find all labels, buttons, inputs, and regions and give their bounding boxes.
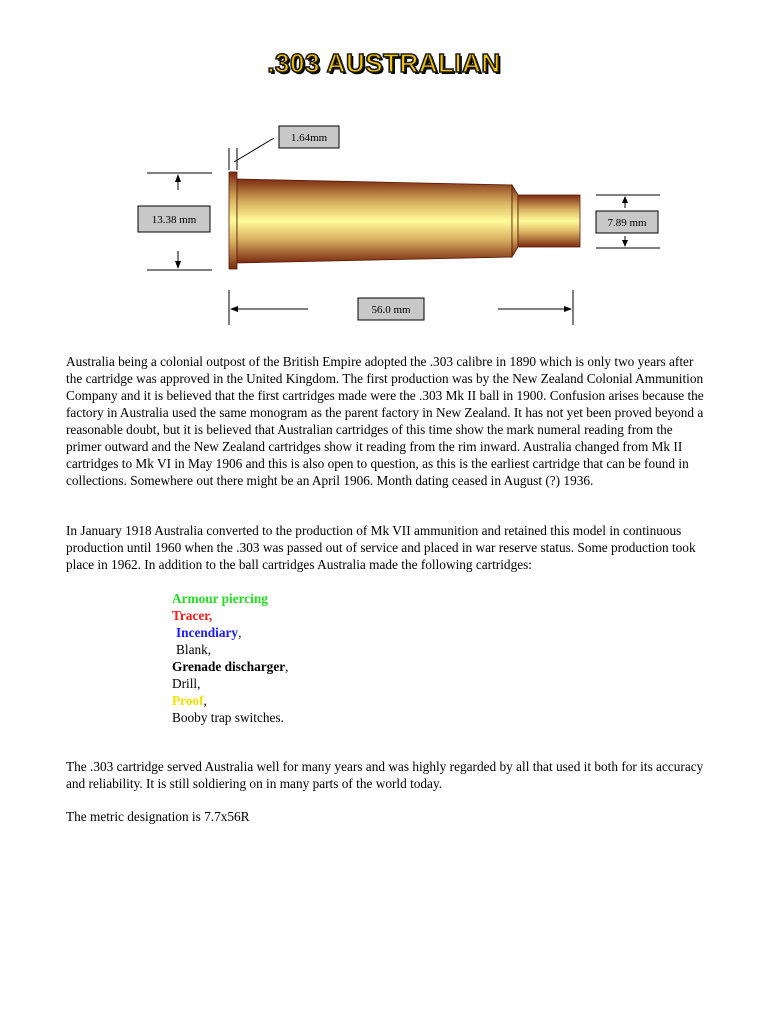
mk7-paragraph: In January 1918 Australia converted to the production of Mk VII ammunition and retained this model in continuous production until 1960 when the .303 was passed out of service and placed in war reserve status. Some production took place in 1962. In addition to the ball cartridges Australia made the following cartridges: bbox=[66, 523, 696, 572]
neck-diameter-dimension bbox=[596, 195, 660, 248]
type-incendiary: Incendiary bbox=[176, 625, 239, 640]
type-drill: Drill, bbox=[172, 676, 201, 691]
rim-thickness-label: 1.64mm bbox=[290, 132, 328, 144]
type-armour-piercing: Armour piercing bbox=[172, 591, 268, 606]
rim-diameter-dimension bbox=[138, 173, 212, 270]
list-item bbox=[172, 624, 288, 641]
history-paragraph: Australia being a colonial outpost of the British Empire adopted the .303 calibre in 1890 which is only two years after the cartridge was approved in the United Kingdom. The first production was by the New Zealand Colonial Ammunition Company and it is believed that the first cartridges made were the .303 Mk II ball in 1900. Confusion arises because the factory in Australia used the same monogram as the parent factory in New Zealand. It has not yet been proved beyond a reasonable doubt, but it is believed that Australian cartridges of this time show the mark numeral reading from the primer outward and the New Zealand cartridges show it reading from the rim inward. Australia changed from Mk II cartridges to Mk VI in May 1906 and this is also open to question, as this is the earliest cartridge that can be found in collections. Somewhere out there might be an April 1906. Month dating ceased in August (?) 1936. bbox=[66, 354, 704, 488]
case-length-label: 56.0 mm bbox=[371, 304, 411, 316]
type-blank: Blank, bbox=[176, 642, 212, 657]
type-proof: Proof bbox=[172, 693, 204, 708]
case-length-dimension bbox=[229, 290, 573, 325]
list-item bbox=[172, 607, 288, 624]
cartridge-shape bbox=[229, 172, 580, 269]
neck-diameter-label: 7.89 mm bbox=[607, 217, 647, 229]
page-title: .303 AUSTRALIAN bbox=[267, 48, 501, 78]
cartridge-case-body bbox=[237, 179, 512, 263]
rim-thickness-callout bbox=[229, 126, 339, 170]
cartridge-types-list bbox=[172, 590, 288, 726]
cartridge-shoulder bbox=[512, 185, 518, 257]
rim-diameter-label: 13.38 mm bbox=[151, 214, 197, 226]
type-proof-suffix: , bbox=[203, 693, 207, 708]
list-item bbox=[172, 658, 288, 675]
cartridge-neck bbox=[518, 195, 580, 247]
metric-paragraph: The metric designation is 7.7x56R bbox=[66, 809, 250, 824]
type-incendiary-suffix: , bbox=[238, 625, 242, 640]
type-grenade-discharger-suffix: , bbox=[285, 659, 289, 674]
type-booby-trap-switches: Booby trap switches. bbox=[172, 710, 284, 725]
service-paragraph: The .303 cartridge served Australia well for many years and was highly regarded by all that used it both for its accuracy and reliability. It is still soldiering on in many parts of the world today. bbox=[66, 759, 704, 791]
cartridge-rim bbox=[229, 172, 237, 269]
list-item bbox=[172, 692, 288, 709]
type-tracer: Tracer, bbox=[172, 608, 213, 623]
type-grenade-discharger: Grenade discharger bbox=[172, 659, 286, 674]
cartridge-diagram bbox=[0, 110, 768, 340]
list-item bbox=[172, 641, 288, 658]
list-item bbox=[172, 675, 288, 692]
list-item bbox=[172, 590, 288, 607]
list-item bbox=[172, 709, 288, 726]
